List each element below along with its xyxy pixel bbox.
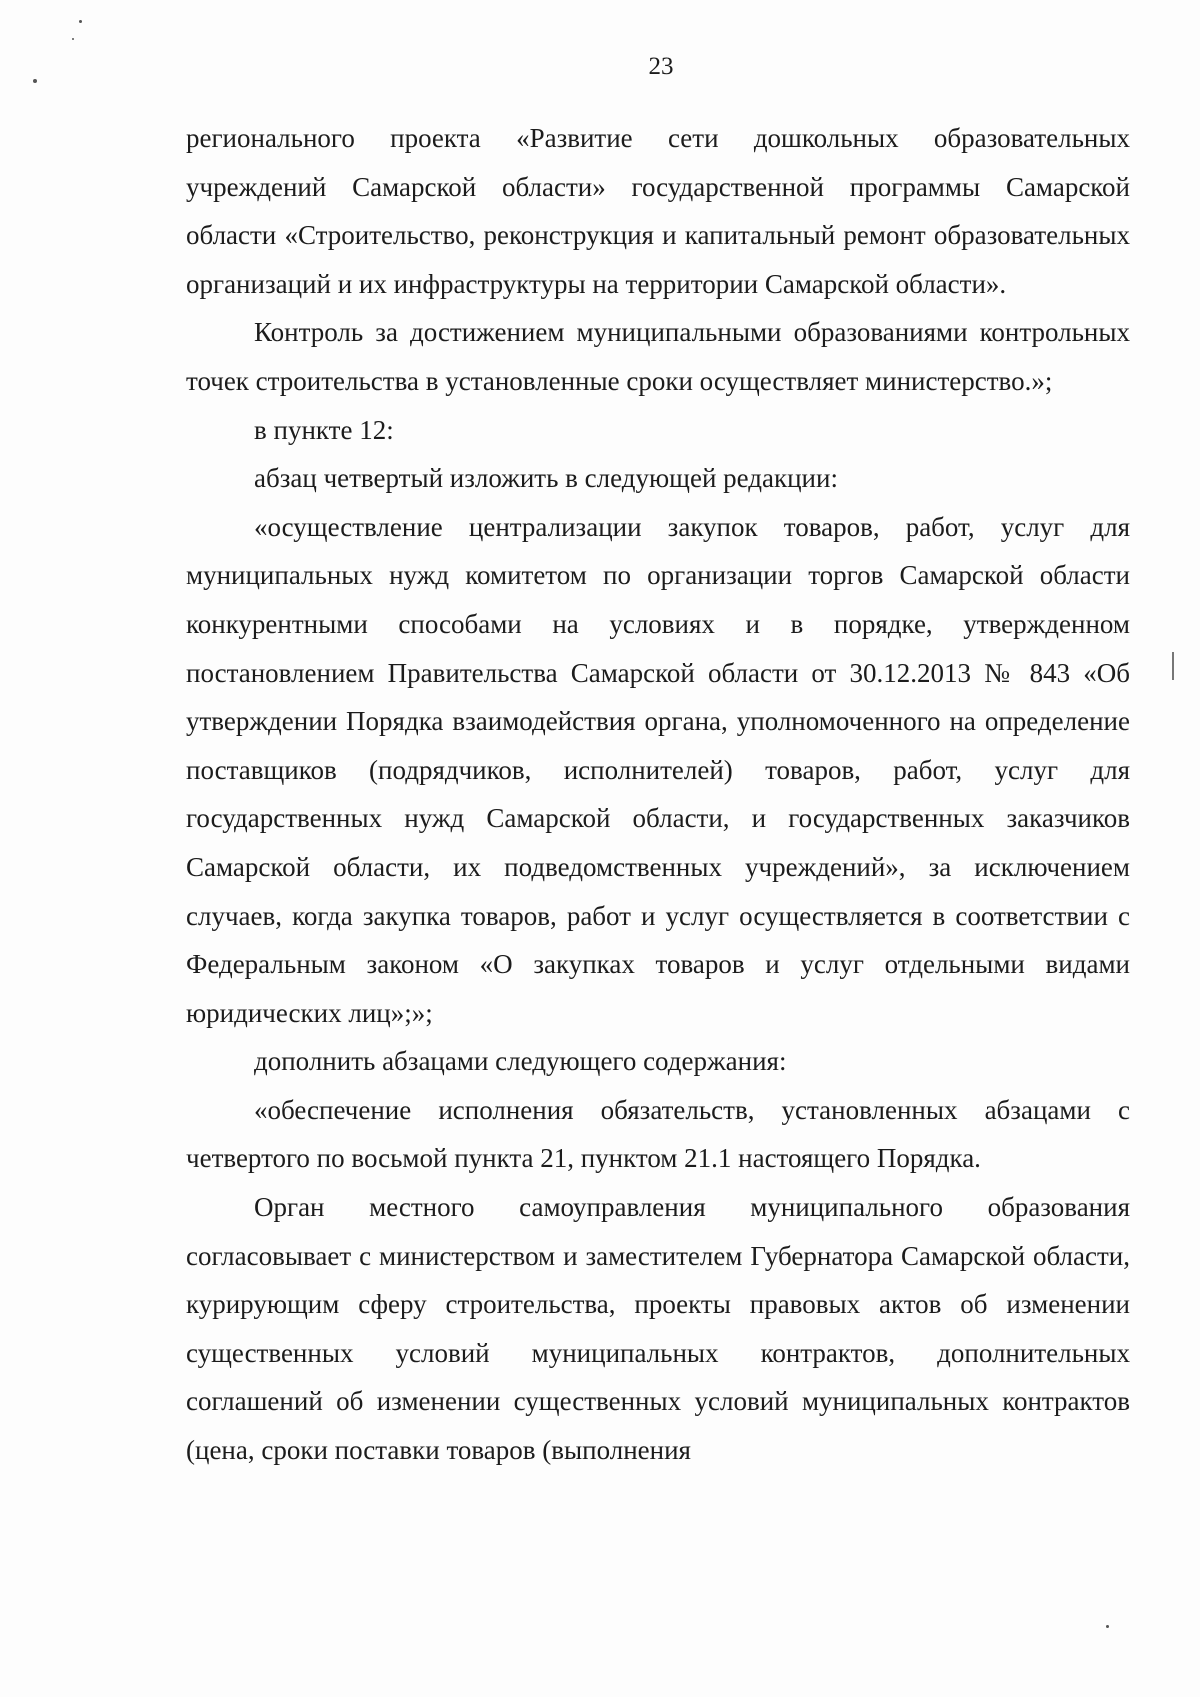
scan-speck bbox=[72, 38, 74, 40]
scan-edge-mark bbox=[1172, 652, 1174, 680]
paragraph-control: Контроль за достижением муниципальными образованиями контрольных точек строительства в установленные сроки осуществляет министерство.»; bbox=[186, 317, 1130, 396]
paragraph-project-name: регионального проекта «Развитие сети дошкольных образовательных учреждений Самарской области» государственной программы Самарской области «Строительство, реконструкция и капитальный ремонт образовательных организаций и их инфраструктуры на территории Самарской области». bbox=[186, 123, 1130, 299]
document-body bbox=[186, 114, 1130, 1475]
paragraph-local-government: Орган местного самоуправления муниципального образования согласовывает с министерством и заместителем Губернатора Самарской области, курирующим сферу строительства, проекты правовых актов об изменении существенных условий муниципальных контрактов, дополнительных соглашений об изменении существенных условий муниципальных контрактов (цена, сроки поставки товаров (выполнения bbox=[186, 1192, 1130, 1466]
scan-speck bbox=[1106, 1625, 1109, 1628]
page-number: 23 bbox=[648, 53, 674, 80]
paragraph-centralization: «осуществление централизации закупок товаров, работ, услуг для муниципальных нужд комитетом по организации торгов Самарской области конкурентными способами на условиях и в порядке, утвержденном постановлением Правительства Самарской области от 30.12.2013 № 843 «Об утверждении Порядка взаимодействия органа, уполномоченного на определение поставщиков (подрядчиков, исполнителей) товаров, работ, услуг для государственных нужд Самарской области, и государственных заказчиков Самарской области, их подведомственных учреждений», за исключением случаев, когда закупка товаров, работ и услуг осуществляется в соответствии с Федеральным законом «О закупках товаров и услуг отдельными видами юридических лиц»;»; bbox=[186, 511, 1130, 1028]
scan-speck bbox=[33, 79, 37, 83]
paragraph-supplement: дополнить абзацами следующего содержания: bbox=[254, 1046, 787, 1077]
paragraph-fourth-abzac: абзац четвертый изложить в следующей редакции: bbox=[254, 463, 838, 494]
paragraph-obligations: «обеспечение исполнения обязательств, установленных абзацами с четвертого по восьмой пункта 21, пунктом 21.1 настоящего Порядка. bbox=[186, 1094, 1130, 1174]
scan-speck bbox=[79, 20, 82, 23]
paragraph-point-12: в пункте 12: bbox=[254, 414, 394, 445]
